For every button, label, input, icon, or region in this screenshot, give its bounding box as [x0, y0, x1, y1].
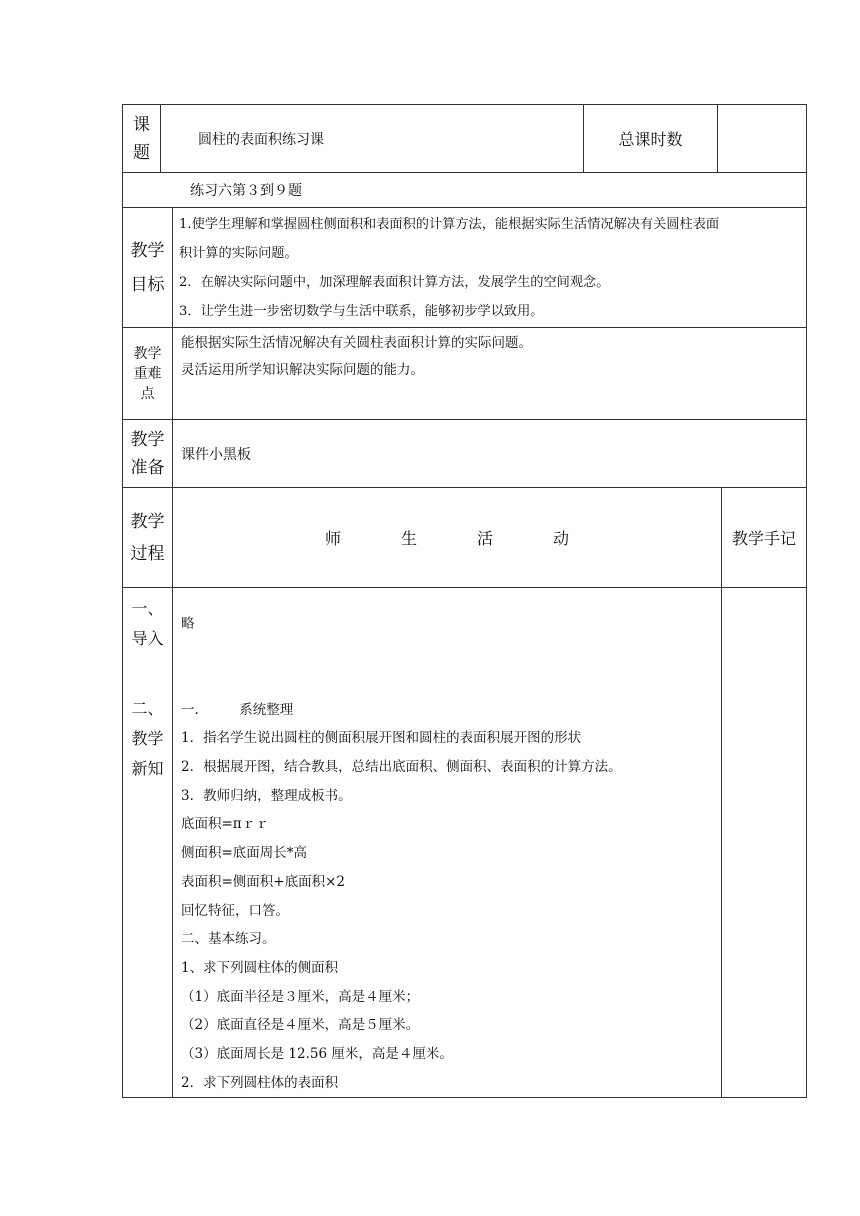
activity-header: [173, 488, 722, 588]
preparation-label: [123, 420, 173, 488]
lesson-plan-table: [122, 104, 807, 1098]
difficulty-item: 能根据实际生活情况解决有关圆柱表面积计算的实际问题。: [181, 335, 532, 351]
difficulty-item: 灵活运用所学知识解决实际问题的能力。: [181, 362, 424, 378]
title-row: [123, 105, 807, 173]
exercise-range: 练习六第３到９题: [123, 173, 807, 208]
new-knowledge-label-line-3: 新知: [131, 759, 164, 778]
content-line: 回忆特征，口答。: [181, 902, 289, 919]
new-knowledge-label-line-1: 二、: [131, 699, 164, 718]
content-line: 3．教师归纳，整理成板书。: [181, 787, 352, 804]
teaching-notes-content: [722, 588, 807, 1098]
section-labels: [123, 588, 173, 1098]
difficulties-row: [123, 328, 807, 420]
total-hours-value: [718, 105, 807, 173]
content-line: 1、求下列圆柱体的侧面积: [181, 959, 339, 976]
total-hours-label: 总课时数: [584, 105, 718, 173]
goal-item: 1.使学生理解和掌握圆柱侧面积和表面积的计算方法，能根据实际生活情况解决有关圆柱表面: [179, 217, 720, 232]
new-knowledge-label-line-2: 教学: [131, 729, 164, 748]
intro-label-line-1: 一、: [131, 599, 164, 618]
difficulties-label-line-2: 重难: [133, 365, 162, 382]
preparation-row: [123, 420, 807, 488]
content-line: 2．根据展开图，结合教具，总结出底面积、侧面积、表面积的计算方法。: [181, 759, 622, 776]
preparation-content: 课件小黑板: [173, 420, 807, 488]
process-label: [123, 488, 173, 588]
content-line: 底面积=πｒｒ: [181, 816, 269, 833]
process-label-line-2: 过程: [130, 543, 165, 564]
preparation-label-line-2: 准备: [130, 457, 165, 478]
process-header-row: [123, 488, 807, 588]
content-line: 一. 系统整理: [181, 701, 294, 718]
intro-text: 略: [181, 616, 195, 632]
course-label-line-1: 课: [133, 114, 150, 135]
goal-item: 积计算的实际问题。: [179, 246, 298, 261]
content-line: （3）底面周长是 12.56 厘米，高是４厘米。: [181, 1045, 453, 1062]
activity-char: 活: [477, 529, 494, 548]
intro-label-line-2: 导入: [131, 629, 164, 648]
preparation-label-line-1: 教学: [130, 429, 165, 450]
difficulties-content: [173, 328, 807, 420]
content-line: 2．求下列圆柱体的表面积: [181, 1074, 339, 1091]
lesson-title: 圆柱的表面积练习课: [161, 105, 584, 173]
goals-label-line-1: 教学: [130, 240, 165, 261]
goals-content: [173, 208, 807, 328]
goals-label: [123, 208, 173, 328]
exercise-row: [123, 173, 807, 208]
course-label-line-2: 题: [133, 142, 150, 163]
difficulties-label-line-3: 点: [140, 385, 155, 402]
goal-item: 2．在解决实际问题中，加深理解表面积计算方法，发展学生的空间观念。: [179, 275, 610, 290]
difficulties-label-line-1: 教学: [133, 345, 162, 362]
content-line: （1）底面半径是３厘米，高是４厘米；: [181, 988, 420, 1005]
process-body-row: [123, 588, 807, 1098]
activity-char: 师: [324, 529, 341, 548]
goals-row: [123, 208, 807, 328]
activity-char: 动: [553, 529, 570, 548]
activity-content: [173, 588, 722, 1098]
difficulties-label: [123, 328, 173, 420]
goal-item: 3．让学生进一步密切数学与生活中联系，能够初步学以致用。: [179, 304, 544, 319]
content-line: （2）底面直径是４厘米，高是５厘米。: [181, 1017, 420, 1034]
content-line: 1．指名学生说出圆柱的侧面积展开图和圆柱的表面积展开图的形状: [181, 730, 582, 747]
process-label-line-1: 教学: [130, 511, 165, 532]
content-line: 表面积=侧面积+底面积×2: [181, 873, 346, 890]
teaching-notes-label: 教学手记: [722, 488, 807, 588]
course-label: [123, 105, 161, 173]
goals-label-line-2: 目标: [130, 274, 165, 295]
content-line: 二、基本练习。: [181, 931, 276, 948]
activity-char: 生: [400, 529, 417, 548]
content-line: 侧面积=底面周长*高: [181, 845, 308, 862]
